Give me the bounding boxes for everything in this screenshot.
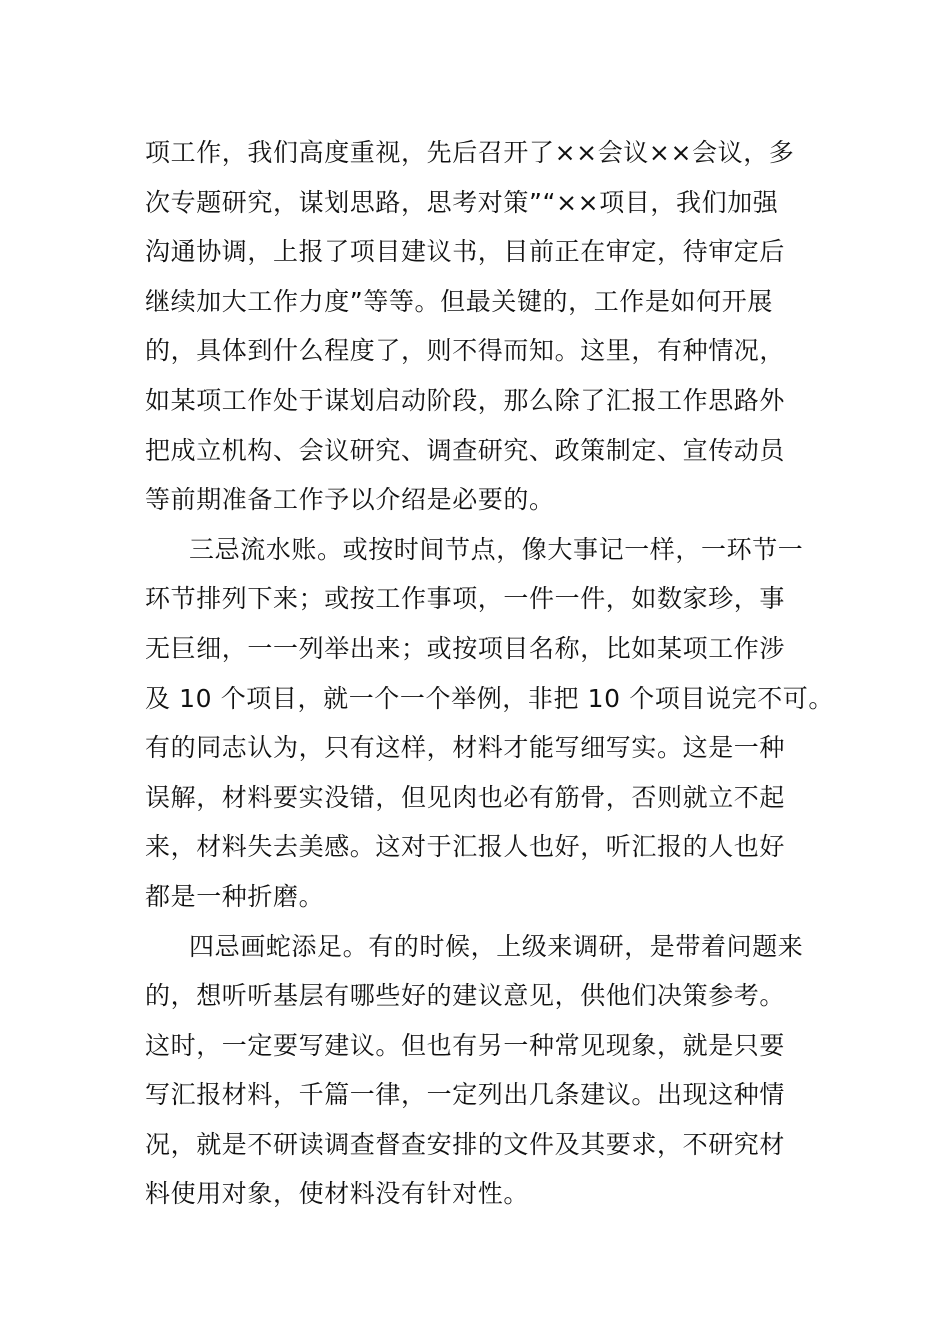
text-line: 无巨细，一一列举出来；或按项目名称，比如某项工作涉 bbox=[145, 633, 786, 663]
text-line: 项工作，我们高度重视，先后召开了××会议××会议，多 bbox=[145, 138, 795, 167]
text-line: 的，想听听基层有哪些好的建议意见，供他们决策参考。 bbox=[145, 981, 786, 1011]
body-text bbox=[145, 128, 835, 1219]
text-line: 如某项工作处于谋划启动阶段，那么除了汇报工作思路外 bbox=[145, 385, 786, 415]
paragraph-start-line: 四忌画蛇添足。有的时候，上级来调研，是带着问题来 bbox=[189, 931, 804, 961]
paragraph-start-line: 三忌流水账。或按时间节点，像大事记一样，一环节一 bbox=[189, 534, 804, 564]
text-line: 都是一种折磨。 bbox=[145, 881, 325, 911]
text-line: 误解，材料要实没错，但见肉也必有筋骨，否则就立不起 bbox=[145, 782, 786, 812]
text-line: 次专题研究，谋划思路，思考对策”“××项目，我们加强 bbox=[145, 187, 779, 217]
text-line: 这时，一定要写建议。但也有另一种常见现象，就是只要 bbox=[145, 1030, 786, 1060]
text-line: 继续加大工作力度”等等。但最关键的，工作是如何开展 bbox=[145, 286, 773, 316]
text-line: 况，就是不研读调查督查安排的文件及其要求，不研究材 bbox=[145, 1129, 786, 1159]
text-line: 写汇报材料，千篇一律，一定列出几条建议。出现这种情 bbox=[145, 1080, 786, 1110]
text-line: 有的同志认为，只有这样，材料才能写细写实。这是一种 bbox=[145, 733, 786, 763]
text-line: 等前期准备工作予以介绍是必要的。 bbox=[145, 485, 555, 515]
text-line: 料使用对象，使材料没有针对性。 bbox=[145, 1179, 530, 1209]
text-line: 沟通协调，上报了项目建议书，目前正在审定，待审定后 bbox=[145, 237, 786, 267]
text-line: 把成立机构、会议研究、调查研究、政策制定、宣传动员 bbox=[145, 435, 786, 465]
text-line: 的，具体到什么程度了，则不得而知。这里，有种情况， bbox=[145, 336, 786, 366]
text-line: 环节排列下来；或按工作事项，一件一件，如数家珍，事 bbox=[145, 584, 786, 614]
text-line: 来，材料失去美感。这对于汇报人也好，听汇报的人也好 bbox=[145, 832, 786, 862]
text-line: 及 10 个项目，就一个一个举例，非把 10 个项目说完不可。 bbox=[145, 683, 835, 713]
